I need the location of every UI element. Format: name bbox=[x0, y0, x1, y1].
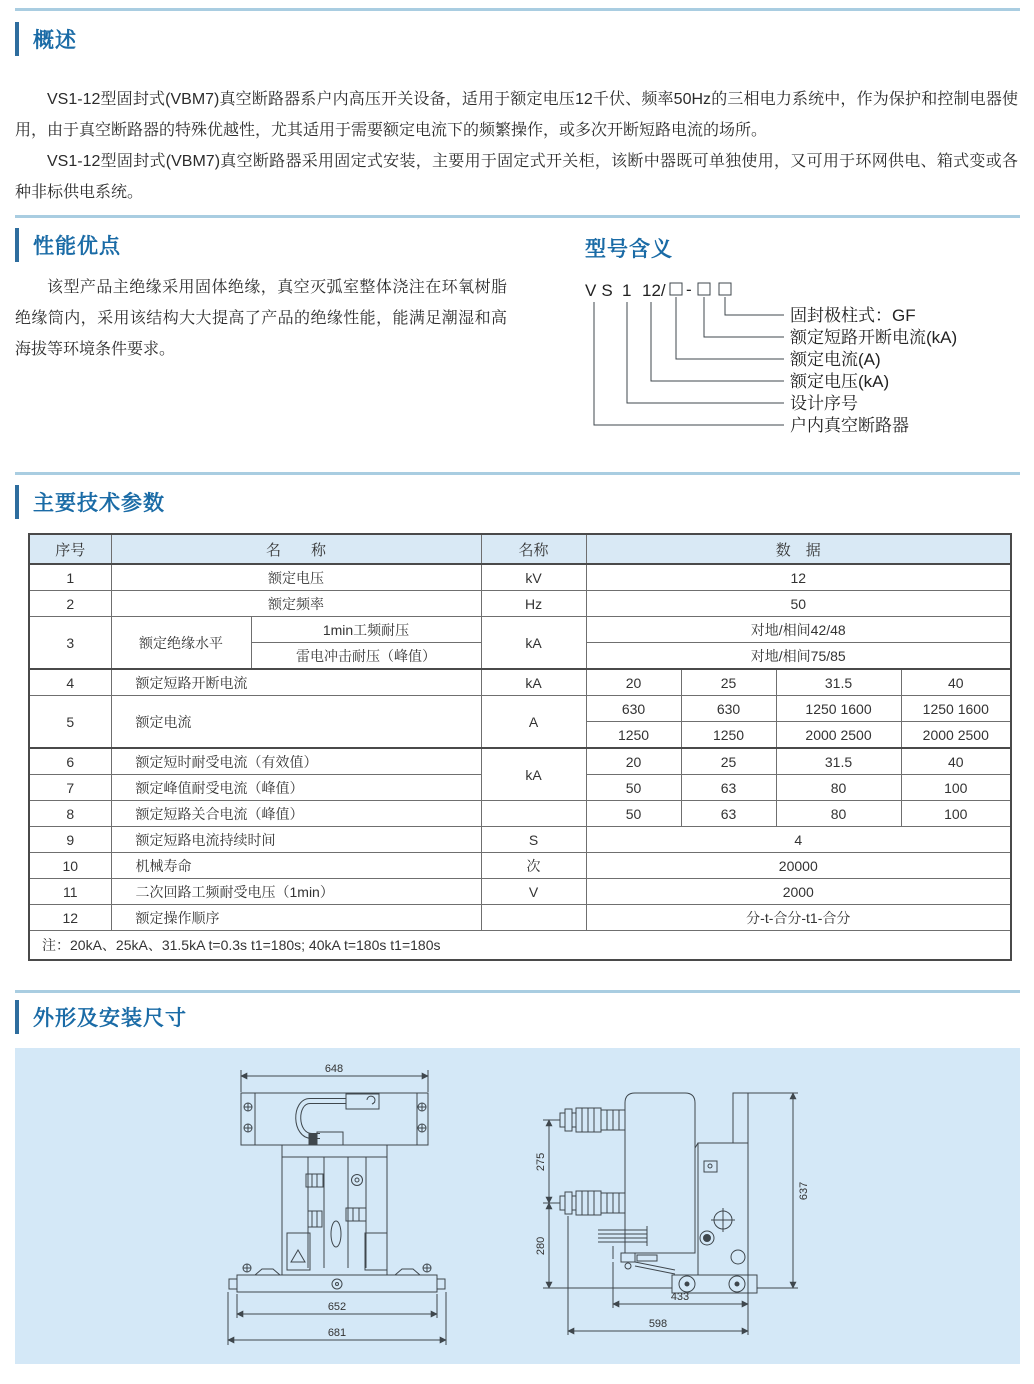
table-cell: 1250 bbox=[586, 722, 681, 749]
table-cell: 机械寿命 bbox=[111, 853, 481, 879]
table-cell: 对地/相间42/48 bbox=[586, 617, 1011, 643]
table-cell: 80 bbox=[776, 775, 901, 801]
section-divider bbox=[15, 990, 1020, 993]
table-cell: 50 bbox=[586, 801, 681, 827]
model-code-dash: - bbox=[686, 280, 692, 299]
table-cell: kA bbox=[481, 617, 586, 670]
table-cell: Hz bbox=[481, 591, 586, 617]
table-cell: 9 bbox=[29, 827, 111, 853]
table-row bbox=[29, 905, 1011, 931]
section-header-overview bbox=[15, 22, 77, 56]
dim-side-total-w: 598 bbox=[648, 1318, 668, 1330]
table-cell: 1 bbox=[29, 564, 111, 591]
table-cell: 额定短路开断电流 bbox=[111, 669, 481, 696]
table-cell: 分-t-合分-t1-合分 bbox=[586, 905, 1011, 931]
table-cell: 1250 1600 bbox=[901, 696, 1011, 722]
model-label: 设计序号 bbox=[790, 394, 858, 413]
model-code-boxes bbox=[670, 283, 731, 295]
table-cell: 50 bbox=[586, 775, 681, 801]
section-header-outline bbox=[15, 1000, 187, 1034]
table-cell: 12 bbox=[29, 905, 111, 931]
overview-paragraph-2: VS1-12型固封式(VBM7)真空断路器采用固定式安装，主要用于固定式开关柜，该断中器既可单独使用，又可用于环网供电、箱式变或各种非标供电系统。 bbox=[15, 153, 1018, 201]
table-cell: kV bbox=[481, 564, 586, 591]
table-cell: 630 bbox=[681, 696, 776, 722]
table-cell: 2000 2500 bbox=[776, 722, 901, 749]
table-cell: 20 bbox=[586, 748, 681, 775]
section-header-params bbox=[15, 485, 165, 519]
table-header-row bbox=[29, 534, 1011, 564]
table-note: 注：20kA、25kA、31.5kA t=0.3s t1=180s; 40kA t=180s t1=180s bbox=[29, 931, 1011, 961]
section-accent-bar bbox=[15, 22, 19, 56]
model-label: 额定短路开断电流(kA) bbox=[790, 328, 958, 347]
th-no: 序号 bbox=[29, 534, 111, 564]
features-paragraph: 该型产品主绝缘采用固体绝缘，真空灭弧室整体浇注在环氧树脂绝缘筒内，采用该结构大大提高了产品的绝缘性能，能满足潮湿和高海拔等环境条件要求。 bbox=[15, 279, 507, 358]
table-cell: 6 bbox=[29, 748, 111, 775]
table-row bbox=[29, 801, 1011, 827]
section-header-features bbox=[15, 228, 121, 262]
features-text bbox=[15, 272, 507, 365]
table-note-row bbox=[29, 931, 1011, 961]
table-cell: 40 bbox=[901, 669, 1011, 696]
table-cell: 4 bbox=[29, 669, 111, 696]
table-cell: 额定绝缘水平 bbox=[111, 617, 251, 670]
table-cell: 3 bbox=[29, 617, 111, 670]
table-cell: 63 bbox=[681, 801, 776, 827]
terminal-bushing bbox=[560, 1108, 625, 1132]
table-cell: 12 bbox=[586, 564, 1011, 591]
dim-side-inner-w: 433 bbox=[670, 1291, 690, 1303]
table-cell: 31.5 bbox=[776, 669, 901, 696]
table-cell bbox=[481, 905, 586, 931]
table-cell: 二次回路工频耐受电压（1min） bbox=[111, 879, 481, 905]
table-cell: 额定电流 bbox=[111, 696, 481, 749]
table-cell: 25 bbox=[681, 748, 776, 775]
features-title: 性能优点 bbox=[33, 235, 121, 258]
side-view-drawing bbox=[535, 1056, 875, 1352]
table-cell: 1250 1600 bbox=[776, 696, 901, 722]
table-cell: 630 bbox=[586, 696, 681, 722]
table-cell: 7 bbox=[29, 775, 111, 801]
table-cell: 20 bbox=[586, 669, 681, 696]
table-cell: 雷电冲击耐压（峰值） bbox=[251, 643, 481, 670]
section-accent-bar bbox=[15, 485, 19, 519]
dim-side-upper: 275 bbox=[535, 1152, 547, 1172]
table-cell: 10 bbox=[29, 853, 111, 879]
table-row bbox=[29, 696, 1011, 722]
dim-front-base: 652 bbox=[327, 1301, 347, 1313]
table-cell: 1min工频耐压 bbox=[251, 617, 481, 643]
table-cell: 50 bbox=[586, 591, 1011, 617]
table-cell bbox=[481, 801, 586, 827]
table-cell: 对地/相间75/85 bbox=[586, 643, 1011, 670]
model-connector-lines bbox=[594, 297, 784, 425]
table-cell: S bbox=[481, 827, 586, 853]
outline-title: 外形及安装尺寸 bbox=[33, 1007, 187, 1030]
th-data: 数 据 bbox=[586, 534, 1011, 564]
table-cell: 额定频率 bbox=[111, 591, 481, 617]
table-cell: 1250 bbox=[681, 722, 776, 749]
table-cell: 2 bbox=[29, 591, 111, 617]
table-cell: 31.5 bbox=[776, 748, 901, 775]
table-cell: 次 bbox=[481, 853, 586, 879]
table-cell: 20000 bbox=[586, 853, 1011, 879]
table-cell: 100 bbox=[901, 775, 1011, 801]
dim-side-lower: 280 bbox=[535, 1236, 547, 1256]
th-name: 名 称 bbox=[111, 534, 481, 564]
table-cell: 2000 bbox=[586, 879, 1011, 905]
model-designation-diagram bbox=[572, 264, 1030, 456]
th-unit: 名称 bbox=[481, 534, 586, 564]
table-row bbox=[29, 827, 1011, 853]
table-row bbox=[29, 853, 1011, 879]
section-accent-bar bbox=[15, 1000, 19, 1034]
table-cell: 8 bbox=[29, 801, 111, 827]
dim-front-total: 681 bbox=[327, 1327, 347, 1339]
model-code-prefix: VS bbox=[585, 281, 618, 300]
table-row bbox=[29, 591, 1011, 617]
model-label: 户内真空断路器 bbox=[790, 416, 909, 435]
section-divider bbox=[15, 472, 1020, 475]
table-cell: kA bbox=[481, 669, 586, 696]
dimensions-panel bbox=[15, 1048, 1020, 1364]
table-cell: 25 bbox=[681, 669, 776, 696]
table-cell: kA bbox=[481, 748, 586, 801]
model-code-box-3 bbox=[719, 283, 731, 295]
dim-side-total-h: 637 bbox=[798, 1181, 810, 1201]
warning-triangle-icon bbox=[291, 1250, 305, 1262]
mounting-screw-icon bbox=[244, 1103, 426, 1132]
table-cell: 5 bbox=[29, 696, 111, 749]
model-code-box-1 bbox=[670, 283, 682, 295]
table-cell: 额定操作顺序 bbox=[111, 905, 481, 931]
section-divider bbox=[15, 8, 1020, 11]
table-cell: 63 bbox=[681, 775, 776, 801]
model-code-design: 1 bbox=[622, 281, 632, 300]
overview-paragraph-1: VS1-12型固封式(VBM7)真空断路器系户内高压开关设备，适用于额定电压12千伏、频率50Hz的三相电力系统中，作为保护和控制电器使用，由于真空断路器的特殊优越性，尤其适用于需要额定电流下的频繁操作，或多次开断短路电流的场所。 bbox=[15, 91, 1018, 139]
front-view-drawing bbox=[220, 1056, 475, 1352]
table-cell: 额定电压 bbox=[111, 564, 481, 591]
table-cell: A bbox=[481, 696, 586, 749]
table-cell: 额定短时耐受电流（有效值） bbox=[111, 748, 481, 775]
table-row bbox=[29, 564, 1011, 591]
dim-front-top: 648 bbox=[324, 1063, 344, 1075]
table-row bbox=[29, 617, 1011, 643]
model-label: 固封极柱式：GF bbox=[790, 306, 916, 325]
section-divider bbox=[15, 215, 1020, 218]
section-accent-bar bbox=[15, 228, 19, 262]
table-row bbox=[29, 748, 1011, 775]
table-cell: 额定短路电流持续时间 bbox=[111, 827, 481, 853]
table-cell: V bbox=[481, 879, 586, 905]
model-code-voltage: 12/ bbox=[642, 281, 666, 300]
model-title: 型号含义 bbox=[585, 238, 673, 261]
table-cell: 2000 2500 bbox=[901, 722, 1011, 749]
params-title: 主要技术参数 bbox=[33, 492, 165, 515]
table-row bbox=[29, 669, 1011, 696]
table-cell: 4 bbox=[586, 827, 1011, 853]
table-cell: 额定短路关合电流（峰值） bbox=[111, 801, 481, 827]
tech-params-table bbox=[28, 533, 1012, 961]
table-cell: 40 bbox=[901, 748, 1011, 775]
table-row bbox=[29, 879, 1011, 905]
overview-title: 概述 bbox=[33, 29, 77, 52]
table-cell: 80 bbox=[776, 801, 901, 827]
table-cell: 100 bbox=[901, 801, 1011, 827]
table-cell: 额定峰值耐受电流（峰值） bbox=[111, 775, 481, 801]
model-code-box-2 bbox=[698, 283, 710, 295]
overview-text bbox=[15, 84, 1018, 208]
model-label: 额定电压(kA) bbox=[790, 372, 890, 391]
table-cell: 11 bbox=[29, 879, 111, 905]
model-label: 额定电流(A) bbox=[790, 350, 881, 369]
